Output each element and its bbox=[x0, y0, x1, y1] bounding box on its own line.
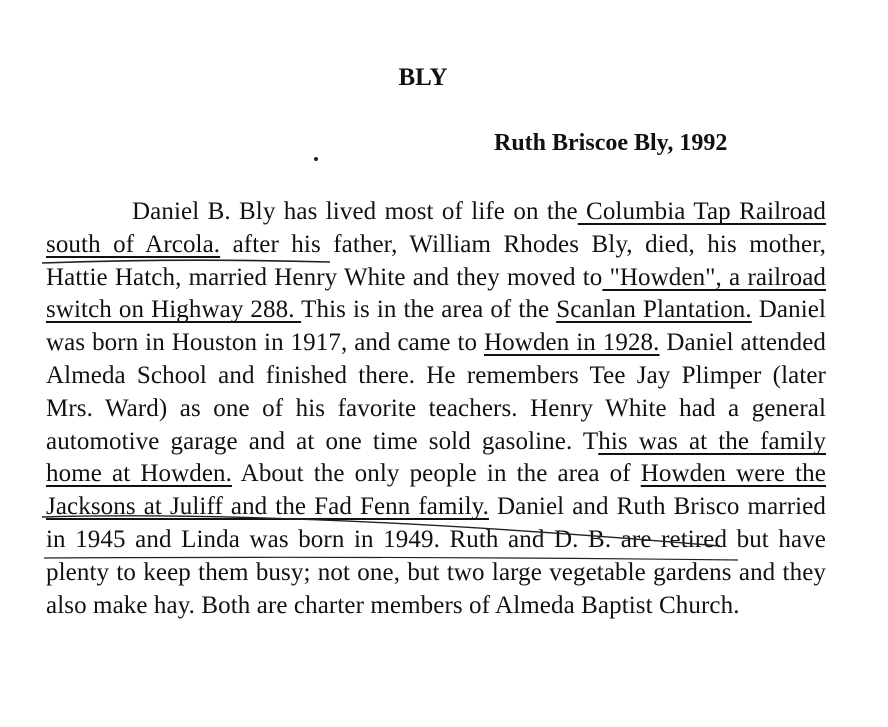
text-run: Daniel attended Almeda School and finished there. He remembers Tee Jay Plimper (later Mrs. Ward) as one of his favorite teachers. Henry White had a general automotive garage and at one time sold gasoline. T bbox=[46, 329, 827, 455]
document-byline: Ruth Briscoe Bly, 1992 bbox=[494, 130, 728, 156]
ink-speck bbox=[314, 157, 318, 161]
underlined-text-run: his was at the family home at Howden. bbox=[46, 427, 826, 488]
underlined-text-run: "Howden", a railroad switch on Highway 288. bbox=[46, 263, 826, 324]
underlined-text-run: Howden in 1928. bbox=[484, 329, 660, 357]
body-paragraph bbox=[46, 196, 826, 622]
document-title: BLY bbox=[398, 64, 448, 91]
text-run: About the only people in the area of bbox=[231, 460, 641, 488]
text-run: Daniel and Ruth Brisco married in 1945 and Linda was born in 1949. Ruth and D. B. are retired but have plenty to keep them busy; not one, but two large vegetable gardens and they also make hay. Both are charter members of Almeda Baptist Church. bbox=[46, 493, 826, 619]
text-run: after his father, William Rhodes Bly, died, his mother, Hattie Hatch, married Henry White and they moved to bbox=[46, 230, 826, 291]
text-run: Daniel was born in Houston in 1917, and came to bbox=[46, 296, 827, 357]
underlined-text-run: Columbia Tap Railroad south of Arcola. bbox=[46, 198, 826, 258]
text-run: This is in the area of the bbox=[301, 296, 557, 324]
underlined-text-run: Scanlan Plantation. bbox=[556, 296, 752, 324]
underlined-text-run: Howden were the Jacksons at Juliff and the Fad Fenn family. bbox=[46, 460, 826, 521]
text-run: Daniel B. Bly has lived most of life on the bbox=[132, 198, 578, 225]
